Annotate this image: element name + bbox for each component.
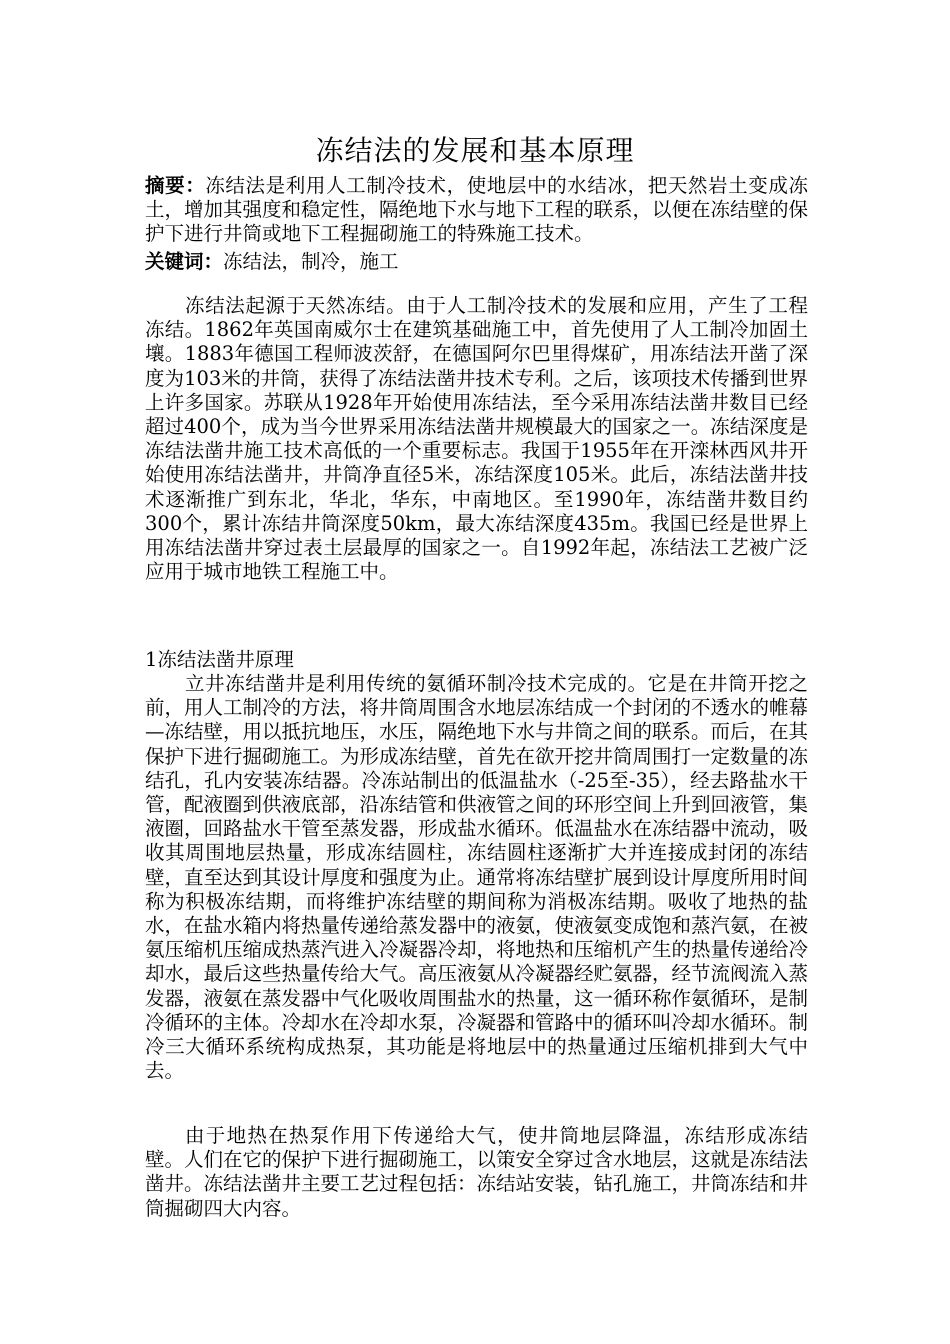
document-title: 冻结法的发展和基本原理 bbox=[315, 134, 635, 167]
keywords bbox=[145, 250, 808, 274]
paragraph-principle: 立井冻结凿井是利用传统的氨循环制冷技术完成的。它是在井筒开挖之前，用人工制冷的方法，将井筒周围含水地层冻结成一个封闭的不透水的帷幕—冻结壁，用以抵抗地压，水压，隔绝地下水与井筒之间的联系。而后，在其保护下进行掘砌施工。为形成冻结壁，首先在欲开挖井筒周围打一定数量的冻结孔，孔内安装冻结器。冷冻站制出的低温盐水（-25至-35），经去路盐水干管，配液圈到供液底部，沿冻结管和供液管之间的环形空间上升到回液管，集液圈，回路盐水干管至蒸发器，形成盐水循环。低温盐水在冻结器中流动，吸收其周围地层热量，形成冻结圆柱，冻结圆柱逐渐扩大并连接成封闭的冻结壁，直至达到其设计厚度和强度为止。通常将冻结壁扩展到设计厚度所用时间称为积极冻结期，而将维护冻结壁的期间称为消极冻结期。吸收了地热的盐水，在盐水箱内将热量传递给蒸发器中的液氨，使液氨变成饱和蒸汽氨，在被氨压缩机压缩成热蒸汽进入冷凝器冷却，将地热和压缩机产生的热量传递给冷却水，最后这些热量传给大气。高压液氨从冷凝器经贮氨器，经节流阀流入蒸发器，液氨在蒸发器中气化吸收周围盐水的热量，这一循环称作氨循环，是制冷循环的主体。冷却水在冷却水泵，冷凝器和管路中的循环叫冷却水循环。制冷三大循环系统构成热泵，其功能是将地层中的热量通过压缩机排到大气中去。 bbox=[145, 672, 809, 1083]
keywords-label: 关键词： bbox=[145, 250, 224, 273]
abstract-text: 冻结法是利用人工制冷技术，使地层中的水结冰，把天然岩土变成冻土，增加其强度和稳定性，隔绝地下水与地下工程的联系，以便在冻结壁的保护下进行井筒或地下工程掘砌施工的特殊施工技术。 bbox=[145, 174, 809, 246]
section-heading: 1冻结法凿井原理 bbox=[145, 648, 294, 671]
abstract-label: 摘要： bbox=[145, 174, 206, 197]
paragraph-summary: 由于地热在热泵作用下传递给大气，使井筒地层降温，冻结形成冻结壁。人们在它的保护下进行掘砌施工，以策安全穿过含水地层，这就是冻结法凿井。冻结法凿井主要工艺过程包括：冻结站安装，钻孔施工，井筒冻结和井筒掘砌四大内容。 bbox=[145, 1124, 809, 1220]
keywords-text: 冻结法，制冷，施工 bbox=[223, 250, 399, 273]
paragraph-history: 冻结法起源于天然冻结。由于人工制冷技术的发展和应用，产生了工程冻结。1862年英国南威尔士在建筑基础施工中，首先使用了人工制冷加固土壤。1883年德国工程师波茨舒，在德国阿尔巴里得煤矿，用冻结法开凿了深度为103米的井筒，获得了冻结法凿井技术专利。之后，该项技术传播到世界上许多国家。苏联从1928年开始使用冻结法，至今采用冻结法凿井数目已经超过400个，成为当今世界采用冻结法凿井规模最大的国家之一。冻结深度是冻结法凿井施工技术高低的一个重要标志。我国于1955年在开滦林西风井开始使用冻结法凿井，井筒净直径5米，冻结深度105米。此后，冻结法凿井技术逐渐推广到东北，华北，华东，中南地区。至1990年，冻结凿井数目约300个，累计冻结井筒深度50km，最大冻结深度435m。我国已经是世界上用冻结法凿井穿过表土层最厚的国家之一。自1992年起，冻结法工艺被广泛应用于城市地铁工程施工中。 bbox=[145, 294, 808, 584]
abstract bbox=[145, 174, 808, 247]
